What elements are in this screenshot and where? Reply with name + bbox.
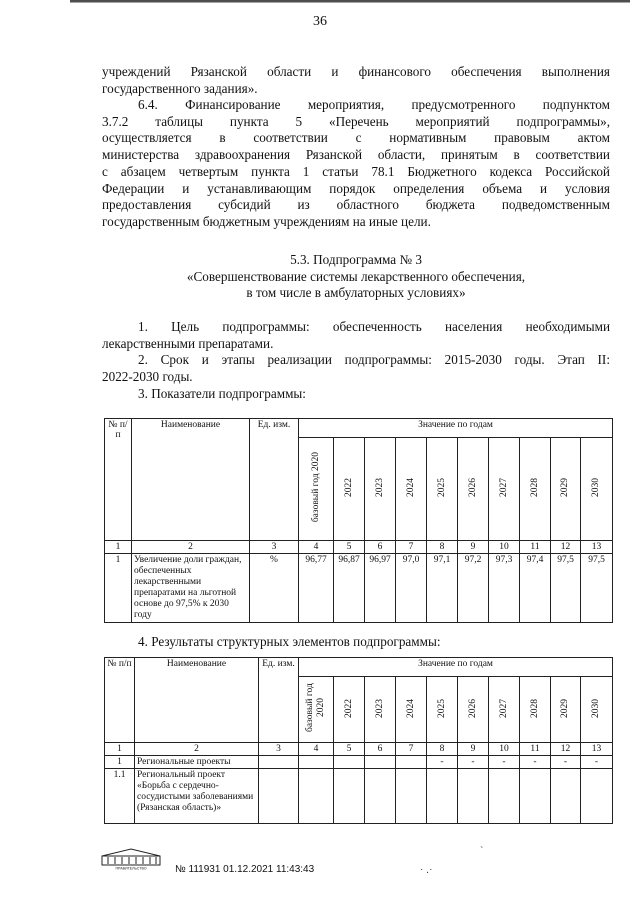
results-heading: 4. Результаты структурных элементов подпрограммы: [138, 634, 441, 649]
header-values: Значение по годам [299, 658, 613, 677]
header-base-year: базовый год 2020 [299, 677, 334, 743]
header-name: Наименование [135, 658, 259, 743]
header-year: 2028 [520, 438, 551, 541]
svg-text:ПРАВИТЕЛЬСТВО: ПРАВИТЕЛЬСТВО [115, 866, 147, 870]
goal-line1: 1. Цель подпрограммы: обеспеченность населения необходимыми [138, 319, 610, 334]
header-year: 2026 [458, 438, 489, 541]
table-row: 1 Региональные проекты - - - - - - [105, 756, 613, 769]
scan-specks: ˙ ·˙ [420, 868, 433, 879]
page-number: 36 [313, 14, 327, 29]
subprogram-items [102, 319, 610, 403]
results-table [104, 657, 613, 824]
header-num: № п/п [105, 419, 132, 541]
column-number-row: 1 2 3 4 5 6 7 8 9 10 11 12 13 [105, 743, 613, 756]
header-year: 2028 [520, 677, 551, 743]
goal-line2: лекарственными препаратами. [102, 335, 274, 351]
document-registration-stamp: № 111931 01.12.2021 11:43:43 [175, 864, 315, 875]
section-number: 5.3. Подпрограмма № 3 [290, 252, 422, 267]
header-year: 2030 [581, 677, 613, 743]
header-year: 2030 [581, 438, 613, 541]
table-row: 1 Увеличение доли граждан, обеспеченных лекарственными препаратами на льготной основе до 97,5% к 2030 году % 96,77 96,87 96,97 97,0 97,1 97,2 97,3 97,4 97,5 97,5 [105, 554, 613, 623]
government-building-logo [100, 848, 162, 870]
header-year: 2023 [365, 438, 396, 541]
column-number-row: 1 2 3 4 5 6 7 8 9 10 11 12 13 [105, 541, 613, 554]
header-year: 2023 [365, 677, 396, 743]
header-values: Значение по годам [299, 419, 613, 438]
header-year: 2025 [427, 677, 458, 743]
header-num: № п/п [105, 658, 135, 743]
table-row: 1.1 Региональный проект «Борьба с сердечно-сосудистыми заболеваниями (Рязанская область)» [105, 769, 613, 824]
header-year: 2026 [458, 677, 489, 743]
stages-line1: 2. Срок и этапы реализации подпрограммы: 2015-2030 годы. Этап II: [138, 352, 610, 368]
header-year: 2022 [334, 438, 365, 541]
indicators-table [104, 418, 613, 623]
scan-mark: ˋ [480, 846, 484, 857]
header-year: 2025 [427, 438, 458, 541]
section-title-line2: в том числе в амбулаторных условиях» [246, 285, 466, 301]
header-base-year: базовый год 2020 [299, 438, 334, 541]
paragraph-continuation: учреждений Рязанской области и финансового обеспечения выполнения государственного задания». [102, 64, 610, 96]
stages-line2: 2022-2030 годы. [102, 369, 193, 385]
header-year: 2022 [334, 677, 365, 743]
header-year: 2027 [489, 438, 520, 541]
header-name: Наименование [132, 419, 250, 541]
indicators-heading: 3. Показатели подпрограммы: [138, 385, 306, 401]
header-unit: Ед. изм. [250, 419, 299, 541]
header-unit: Ед. изм. [259, 658, 299, 743]
header-year: 2029 [551, 677, 581, 743]
header-year: 2024 [396, 677, 427, 743]
header-year: 2027 [489, 677, 520, 743]
section-heading [102, 252, 610, 302]
results-heading-block [102, 634, 610, 651]
header-year: 2029 [551, 438, 581, 541]
section-title-line1: «Совершенствование системы лекарственного обеспечения, [186, 268, 526, 284]
scan-top-edge [70, 0, 630, 6]
paragraph-6-4: 6.4. Финансирование мероприятия, предусмотренного подпунктом 3.7.2 таблицы пункта 5 «Перечень мероприятий подпрограммы», осуществляется в соответствии с нормативным правовым актом министерства здравоохранения Рязанской области, принятым в соответствии с абзацем четвертым пункта 1 статьи 78.1 Бюджетного кодекса Российской Федерации и устанавливающим порядок определения объема и условия предоставления субсидий из областного бюджета подведомственным государственным бюджетным учреждениям на иные цели. [102, 97, 610, 229]
header-year: 2024 [396, 438, 427, 541]
